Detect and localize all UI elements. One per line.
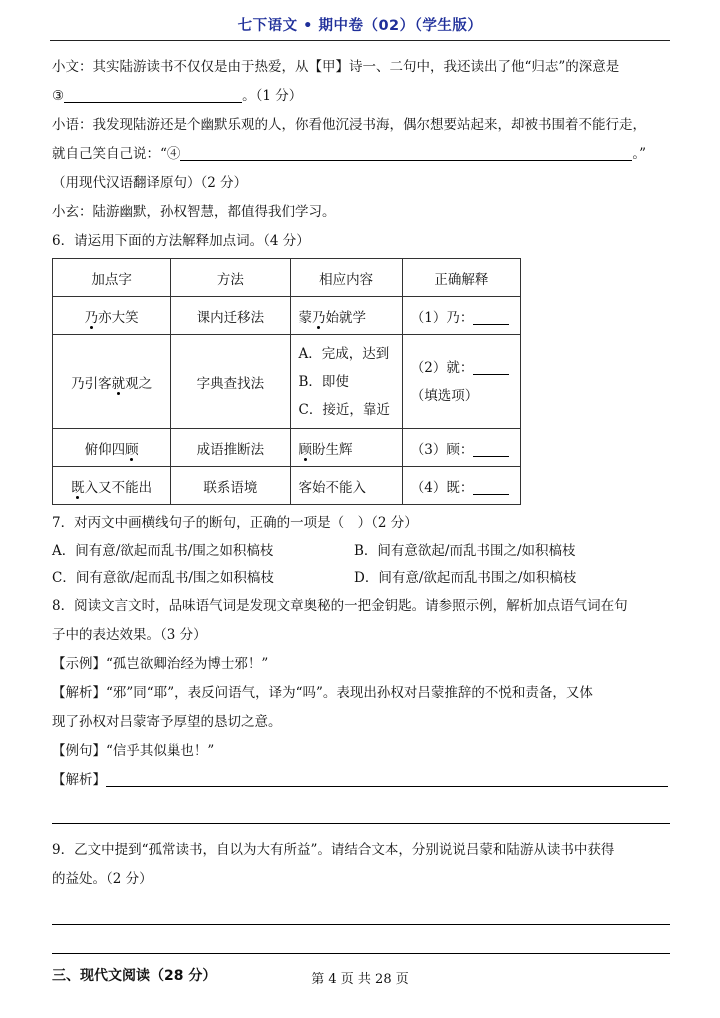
q6-row1-method: 课内迁移法 [171, 297, 290, 335]
p2-line2 [52, 140, 670, 169]
section-3-title: 三、现代文阅读（28 分） [52, 968, 217, 984]
dotted-char: 也 [180, 737, 194, 766]
q6-answer-3-line[interactable] [473, 440, 509, 457]
q8-answer-line1: 【解析】 [52, 766, 670, 795]
q6-row4-word: 既入又不能出 [53, 467, 171, 505]
p1-line2 [52, 82, 670, 111]
dotted-char: 乃 [85, 306, 99, 326]
q6-row2-options [290, 335, 402, 429]
q6-option-c: C．接近，靠近 [298, 401, 390, 418]
q6-row1-content: 蒙乃始就学 [290, 297, 402, 335]
q8-analysis-line2: 现了孙权对吕蒙寄予厚望的恳切之意。 [52, 714, 282, 730]
q8-sentence: 【例句】“信乎其似巢也！” [52, 737, 670, 766]
p1-score: 。（1 分） [242, 88, 303, 104]
table-row [53, 297, 521, 335]
q6-row2-answer: （2）就： （填选项） [402, 335, 520, 429]
table-row [53, 467, 521, 505]
header-divider [50, 40, 670, 41]
q8-line1: 8．阅读文言文时，品味语气词是发现文章奥秘的一把金钥匙。请参照示例，解析加点语气词在句 [52, 598, 628, 614]
q6-row1-word: 乃亦大笑 [53, 297, 171, 335]
p2-line1: 小语：我发现陆游还是个幽默乐观的人，你看他沉浸书海，偶尔想要站起来，却被书围着不能行走， [52, 117, 646, 133]
q9-line2: 的益处。（2 分） [52, 871, 153, 887]
q6-option-b: B．即使 [298, 373, 349, 390]
q8-answer-blank-1[interactable] [106, 770, 668, 787]
q6-row3-content: 顾盼生辉 [290, 429, 402, 467]
p2-line2-prefix: 就自己笑自己说：“④ [52, 146, 181, 162]
q6-option-a: A．完成，达到 [298, 345, 390, 362]
q6-answer-1-line[interactable] [473, 308, 509, 325]
q9-answer-blank-2[interactable] [52, 925, 670, 954]
q6-answer-2-note: （填选项） [410, 387, 479, 404]
dotted-char: 顾 [299, 438, 313, 458]
q6-method-table [52, 258, 521, 505]
q7-title: 7．对丙文中画横线句子的断句，正确的一项是（ ）（2 分） [52, 515, 418, 531]
q6-answer-4-line[interactable] [473, 478, 509, 495]
p2-line3: （用现代汉语翻译原句）（2 分） [52, 175, 248, 191]
q8-example: 【示例】“孤岂欲卿治经为博士邪！” [52, 650, 670, 679]
table-row [53, 335, 521, 429]
q6-header-answer: 正确解释 [402, 259, 520, 297]
q7-options-row2 [52, 565, 670, 592]
q9-answer-blank-1[interactable] [52, 894, 670, 925]
p3-line1: 小玄：陆游幽默，孙权智慧，都值得我们学习。 [52, 204, 336, 220]
q6-header-method: 方法 [171, 259, 290, 297]
q6-table-header-row [53, 259, 521, 297]
q8-answer-blank-2[interactable] [52, 795, 670, 824]
dotted-char: 既 [71, 476, 85, 496]
blank-3-answer-line[interactable] [64, 86, 242, 103]
dotted-char: 邪 [234, 650, 248, 679]
q6-answer-2-line[interactable] [473, 358, 509, 375]
q9-line1: 9．乙文中提到“孤常读书，自以为大有所益”。请结合文本，分别说说吕蒙和陆游从读书中获得 [52, 842, 615, 858]
q6-header-word: 加点字 [53, 259, 171, 297]
q7-option-c[interactable]: C．间有意欲/起而乱书/围之如积槁枝 [52, 570, 274, 586]
q8-line2: 子中的表达效果。（3 分） [52, 627, 207, 643]
blank-3-label: ③ [52, 88, 65, 104]
page-header-title: 七下语文 • 期中卷（02）（学生版） [237, 18, 483, 34]
dotted-char: 顾 [125, 438, 139, 458]
q6-header-content: 相应内容 [290, 259, 402, 297]
q6-row1-answer: （1）乃： [402, 297, 520, 335]
page-footer: 第 4 页 共 28 页 [311, 972, 409, 987]
page-content [52, 53, 670, 991]
q6-row2-word: 乃引客就观之 [53, 335, 171, 429]
q8-analysis-line1: 【解析】“邪”同“耶”，表反问语气，译为“吗”。表现出孙权对吕蒙推辞的不悦和责备，又体 [52, 685, 593, 701]
q6-row4-answer: （4）既： [402, 467, 520, 505]
p2-line2-suffix: 。” [632, 146, 647, 162]
dotted-char: 就 [112, 372, 126, 392]
q7-option-d[interactable]: D．间有意/欲起而乱书围之/如积槁枝 [354, 570, 577, 586]
q7-option-a[interactable]: A．间有意/欲起而乱书/围之如积槁枝 [52, 543, 274, 559]
blank-4-answer-line[interactable] [180, 144, 632, 161]
q6-row3-answer: （3）顾： [402, 429, 520, 467]
q7-options-row1 [52, 538, 670, 565]
p1-line1: 小文：其实陆游读书不仅仅是由于热爱，从【甲】诗一、二句中，我还读出了他“归志”的深意是 [52, 59, 620, 75]
q6-row3-method: 成语推断法 [171, 429, 290, 467]
q6-row4-content: 客始不能入 [290, 467, 402, 505]
q7-option-b[interactable]: B．间有意欲起/而乱书围之/如积槁枝 [354, 543, 576, 559]
q6-row2-method: 字典查找法 [171, 335, 290, 429]
table-row [53, 429, 521, 467]
q6-row3-word: 俯仰四顾 [53, 429, 171, 467]
q6-title: 6．请运用下面的方法解释加点词。（4 分） [52, 233, 310, 249]
dotted-char: 乃 [312, 306, 326, 326]
q6-row4-method: 联系语境 [171, 467, 290, 505]
